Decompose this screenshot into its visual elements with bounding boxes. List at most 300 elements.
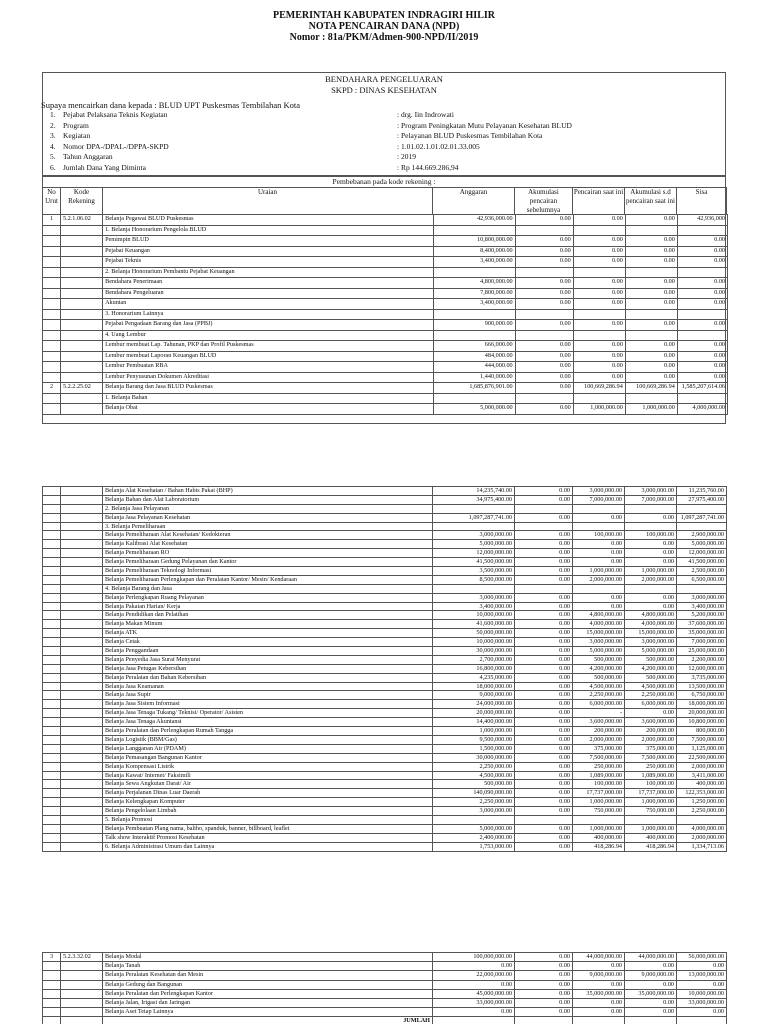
table-cell: 4,800,000.00	[433, 278, 515, 289]
table-cell: 14,400,000.00	[433, 718, 515, 727]
table-cell: 1,097,287,741.00	[433, 513, 515, 522]
info-value: : drg. Iin Indrowati	[397, 110, 454, 119]
table-cell: 41,500,000.00	[677, 558, 727, 567]
table-cell: 1,000,000.00	[625, 404, 677, 415]
table-cell: 3,400,000.00	[677, 602, 727, 611]
table-cell: 750,000.00	[573, 807, 625, 816]
table-cell: 2,000,000.00	[677, 833, 727, 842]
table-cell: 0.00	[515, 531, 573, 540]
table-cell	[43, 744, 61, 753]
table-cell: 500,000.00	[625, 655, 677, 664]
table-cell: 0.00	[625, 341, 677, 352]
table-cell	[43, 362, 61, 373]
table-cell: 2,900,000.00	[677, 531, 727, 540]
table-cell	[43, 962, 61, 971]
table-cell: 2,000,000.00	[677, 762, 727, 771]
table-cell	[43, 602, 61, 611]
table-cell: Belanja Perlengkapan Ruang Pelayanan	[103, 593, 433, 602]
info-label: Nomor DPA-/DPAL-/DPPA-SKPD	[63, 141, 169, 151]
table-cell: 11,235,760.00	[677, 487, 727, 496]
government-title: PEMERINTAH KABUPATEN INDRAGIRI HILIR	[273, 10, 495, 21]
table-cell: 4,500,000.00	[433, 771, 515, 780]
table-cell	[515, 393, 573, 404]
table-cell: 0.00	[625, 351, 677, 362]
table-cell: 1,000,000.00	[573, 824, 625, 833]
table-cell	[625, 393, 677, 404]
table-cell	[61, 1008, 103, 1017]
table-row	[43, 780, 727, 789]
table-cell: 17,737,000.00	[573, 789, 625, 798]
table-cell	[61, 278, 103, 289]
table-cell: 7,000,000.00	[677, 638, 727, 647]
table-cell: 100,669,286.94	[625, 383, 677, 394]
table-cell: 0.00	[573, 246, 625, 257]
table-cell: Belanja Barang dan Jasa BLUD Puskesmas	[103, 383, 433, 394]
table-row	[43, 225, 728, 236]
table-cell	[43, 504, 61, 513]
info-label: Kegiatan	[63, 131, 91, 140]
table-cell: 0.00	[515, 780, 573, 789]
table-cell: Belanja Jasa Tenaga Akuntansi	[103, 718, 433, 727]
table-cell: 6. Belanja Administrasi Umum dan Lainnya	[103, 842, 433, 851]
table-cell: 5,000,000.00	[625, 647, 677, 656]
table-cell: 1,440,000.00	[433, 372, 515, 383]
table-cell: 0.00	[515, 762, 573, 771]
table-cell	[677, 1017, 727, 1024]
table-row	[43, 383, 728, 394]
expense-table-section-3	[42, 952, 726, 1024]
table-row	[43, 393, 728, 404]
table-cell	[43, 629, 61, 638]
table-cell: 0.00	[515, 495, 573, 504]
table-row	[43, 647, 727, 656]
table-cell: 500,000.00	[573, 655, 625, 664]
table-cell: 34,975,400.00	[433, 495, 515, 504]
table-cell: 1,250,000.00	[677, 798, 727, 807]
table-cell: 56,000,000.00	[677, 953, 727, 962]
table-cell	[43, 620, 61, 629]
table-cell: 0.00	[515, 638, 573, 647]
table-cell	[61, 980, 103, 989]
table-cell: 0.00	[625, 980, 677, 989]
table-cell: 0.00	[625, 320, 677, 331]
table-cell: 1,500,000.00	[433, 744, 515, 753]
table-cell: 3. Honorarium Lainnya	[103, 309, 433, 320]
table-cell: 418,286.94	[573, 842, 625, 851]
table-row	[43, 980, 727, 989]
table-row	[43, 735, 727, 744]
table-cell: 0.00	[573, 341, 625, 352]
table-cell: 5,000,000.00	[433, 540, 515, 549]
table-cell	[433, 267, 515, 278]
table-row	[43, 540, 727, 549]
table-cell	[515, 1017, 573, 1024]
table-cell	[61, 351, 103, 362]
table-cell: 0.00	[515, 798, 573, 807]
table-cell	[625, 330, 677, 341]
table-cell: 0.00	[515, 709, 573, 718]
table-cell: 2,250,000.00	[625, 691, 677, 700]
table-cell: 100,000,000.00	[433, 953, 515, 962]
table-cell: 5,000,000.00	[433, 824, 515, 833]
total-row	[43, 1017, 727, 1024]
table-cell	[61, 320, 103, 331]
table-cell	[61, 236, 103, 247]
table-row	[43, 789, 727, 798]
info-label: Jumlah Dana Yang Diminta	[63, 162, 146, 172]
table-cell	[61, 504, 103, 513]
table-cell: 41,500,000.00	[433, 558, 515, 567]
table-cell: 1,000,000.00	[625, 567, 677, 576]
table-cell: Belanja Pemeliharaan Alat Kesehatan/ Kedokteran	[103, 531, 433, 540]
table-cell: 0.00	[677, 278, 727, 289]
table-cell	[677, 522, 727, 531]
table-row	[43, 718, 727, 727]
table-cell	[61, 495, 103, 504]
table-cell	[61, 700, 103, 709]
table-cell: 0.00	[677, 351, 727, 362]
table-cell	[61, 744, 103, 753]
table-cell: 50,000,000.00	[433, 629, 515, 638]
table-cell: 2,250,000.00	[573, 691, 625, 700]
table-row	[43, 372, 728, 383]
table-cell: 2,200,000.00	[677, 655, 727, 664]
table-cell: 6,000,000.00	[573, 700, 625, 709]
table-cell: 0.00	[625, 709, 677, 718]
table-cell: 3,500,000.00	[433, 567, 515, 576]
table-cell: 0.00	[515, 558, 573, 567]
table-cell: Belanja Kalibrasi Alat Kesehatan	[103, 540, 433, 549]
info-no: 6.	[50, 162, 56, 172]
table-row	[43, 700, 727, 709]
table-cell: 0.00	[573, 980, 625, 989]
table-cell	[625, 815, 677, 824]
table-cell	[573, 225, 625, 236]
table-cell: 4,235,000.00	[433, 673, 515, 682]
table-cell	[43, 593, 61, 602]
table-cell	[43, 989, 61, 998]
table-cell	[677, 504, 727, 513]
col-sisa: Sisa	[677, 187, 727, 214]
table-cell	[625, 1017, 677, 1024]
table-cell	[433, 225, 515, 236]
table-cell: 0.00	[433, 980, 515, 989]
table-row	[43, 611, 727, 620]
table-row	[43, 584, 727, 593]
table-cell	[43, 495, 61, 504]
table-cell: 18,000,000.00	[433, 682, 515, 691]
table-cell: 666,000.00	[433, 341, 515, 352]
table-cell	[433, 330, 515, 341]
table-cell	[573, 584, 625, 593]
table-cell: Lembur Penyusunan Dokumen Akreditasi	[103, 372, 433, 383]
table-cell: 4,000,000.00	[677, 404, 727, 415]
table-cell	[43, 718, 61, 727]
table-cell: Belanja Pemasangan Bangunan Kantor	[103, 753, 433, 762]
table-cell: 100,669,286.94	[573, 383, 625, 394]
table-cell	[43, 320, 61, 331]
table-cell	[61, 611, 103, 620]
table-cell	[61, 709, 103, 718]
table-cell: Belanja Pemeliharaan Gedung Pelayanan dan Kantor	[103, 558, 433, 567]
table-cell: 0.00	[433, 1008, 515, 1017]
table-cell	[61, 638, 103, 647]
table-row	[43, 309, 728, 320]
table-cell: 0.00	[625, 558, 677, 567]
table-cell: 500,000.00	[625, 673, 677, 682]
table-cell: 0.00	[515, 362, 573, 373]
table-cell: 0.00	[515, 383, 573, 394]
table-cell	[43, 351, 61, 362]
table-cell: Belanja Logistik (BBM/Gas)	[103, 735, 433, 744]
table-cell: 4. Uang Lembur	[103, 330, 433, 341]
table-row	[43, 257, 728, 268]
table-cell: 0.00	[677, 980, 727, 989]
table-cell: 0.00	[573, 362, 625, 373]
table-cell	[61, 798, 103, 807]
table-cell	[625, 522, 677, 531]
table-cell: 0.00	[515, 673, 573, 682]
table-cell: 2. Belanja Jasa Pelayanan	[103, 504, 433, 513]
table-cell: 5. Belanja Promosi	[103, 815, 433, 824]
info-label: Program	[63, 120, 89, 130]
table-cell: 0.00	[515, 404, 573, 415]
table-row	[43, 362, 728, 373]
table-cell: 3,000,000.00	[433, 531, 515, 540]
table-cell: 10,000,000.00	[433, 611, 515, 620]
table-cell	[43, 980, 61, 989]
table-row	[43, 246, 728, 257]
table-cell: Belanja Jasa Sistem Informasi	[103, 700, 433, 709]
table-cell: 0.00	[515, 718, 573, 727]
table-cell	[43, 257, 61, 268]
table-cell: 5.2.2.25.02	[61, 383, 103, 394]
table-cell	[43, 735, 61, 744]
table-cell: 14,235,740.00	[433, 487, 515, 496]
table-cell	[61, 682, 103, 691]
table-cell: Belanja Jasa Tenaga Tukang/ Teknisi/ Operator/ Asisten	[103, 709, 433, 718]
table-cell	[61, 372, 103, 383]
table-cell: 35,000,000.00	[677, 629, 727, 638]
table-cell: 1,685,876,901.00	[433, 383, 515, 394]
table-cell	[43, 558, 61, 567]
table-cell: 0.00	[515, 257, 573, 268]
table-cell: 5.2.3.32.02	[61, 953, 103, 962]
table-cell: 3,000,000.00	[433, 593, 515, 602]
table-cell: 0.00	[677, 257, 727, 268]
table-cell: 12,000,000.00	[677, 549, 727, 558]
table-cell	[43, 664, 61, 673]
info-row	[43, 152, 725, 163]
table-cell: 0.00	[573, 372, 625, 383]
document-number: Nomor : 81a/PKM/Admen-900-NPD/II/2019	[289, 32, 479, 43]
table-cell: 3,400,000.00	[433, 257, 515, 268]
table-cell: Belanja Kelengkapan Komputer	[103, 798, 433, 807]
table-row	[43, 404, 728, 415]
table-cell: 1. Belanja Honorarium Pengelola BLUD	[103, 225, 433, 236]
table-cell: Pejabat Keuangan	[103, 246, 433, 257]
table-cell: Belanja Pemeliharaan RO	[103, 549, 433, 558]
table-cell: 2,400,000.00	[433, 833, 515, 842]
table-cell	[61, 735, 103, 744]
table-cell	[515, 330, 573, 341]
table-cell	[43, 824, 61, 833]
table-cell: 3,000,000.00	[677, 593, 727, 602]
expense-table-section-2	[42, 486, 726, 864]
table-row	[43, 989, 727, 998]
table-cell: 2. Belanja Honorarium Pembantu Pejabat Keuangan	[103, 267, 433, 278]
table-row	[43, 771, 727, 780]
table-cell: Belanja Pembuatan Plang nama, baliho, spanduk, banner, billboard, leaflet	[103, 824, 433, 833]
table-row	[43, 664, 727, 673]
table-row	[43, 815, 727, 824]
table-row	[43, 593, 727, 602]
table-cell	[43, 833, 61, 842]
table-cell: 2,250,000.00	[433, 798, 515, 807]
table-cell	[677, 330, 727, 341]
table-cell: 0.00	[573, 558, 625, 567]
table-cell: 8,400,000.00	[433, 246, 515, 257]
table-row	[43, 267, 728, 278]
table-row	[43, 504, 727, 513]
table-cell: Belanja Obat	[103, 404, 433, 415]
table-row	[43, 495, 727, 504]
table-cell: 0.00	[625, 246, 677, 257]
table-cell: 0.00	[625, 299, 677, 310]
table-cell: 0.00	[573, 602, 625, 611]
info-rows	[43, 110, 725, 173]
table-cell	[61, 558, 103, 567]
table-cell: 13,000,000.00	[677, 971, 727, 980]
table-cell: 3,735,000.00	[677, 673, 727, 682]
table-cell	[61, 789, 103, 798]
table-cell	[433, 815, 515, 824]
table-cell: 0.00	[515, 288, 573, 299]
table-cell	[43, 341, 61, 352]
col-akumulasi-sd: Akumulasi s.d pencairan saat ini	[625, 187, 677, 214]
table-cell: Bendahara Penerimaan	[103, 278, 433, 289]
table-cell	[43, 487, 61, 496]
table-cell: 0.00	[515, 824, 573, 833]
table-cell	[625, 504, 677, 513]
table-cell	[61, 771, 103, 780]
table-cell: 3,000,000.00	[433, 807, 515, 816]
table-cell: 7,500,000.00	[625, 753, 677, 762]
table-cell: 0.00	[625, 288, 677, 299]
table-cell	[43, 709, 61, 718]
table-cell	[61, 225, 103, 236]
table-cell	[61, 753, 103, 762]
table-cell	[43, 998, 61, 1007]
table-cell	[61, 257, 103, 268]
table-cell	[61, 989, 103, 998]
table-cell: 0.00	[515, 611, 573, 620]
table-cell	[43, 567, 61, 576]
table-cell: 0.00	[625, 513, 677, 522]
table-cell: 4,000,000.00	[625, 620, 677, 629]
payee-line: Supaya mencairkan dana kepada : BLUD UPT Puskesmas Tembilahan Kota	[41, 100, 300, 110]
table-row	[43, 558, 727, 567]
table-cell	[43, 842, 61, 851]
table-cell	[61, 567, 103, 576]
info-row	[43, 131, 725, 142]
table-cell	[433, 393, 515, 404]
table-cell	[43, 780, 61, 789]
table-row	[43, 330, 728, 341]
table-cell: Lembur Pembuatan RBA	[103, 362, 433, 373]
table-cell	[43, 655, 61, 664]
info-box	[42, 72, 726, 176]
expense-table-2	[42, 486, 727, 852]
table-cell	[61, 602, 103, 611]
table-cell: 800,000.00	[677, 727, 727, 736]
table-cell: 1	[43, 215, 61, 226]
table-cell: 0.00	[625, 362, 677, 373]
table-cell: Belanja Pengelolaan Limbah	[103, 807, 433, 816]
table-cell	[61, 362, 103, 373]
table-cell: Belanja Jasa Supir	[103, 691, 433, 700]
info-value: : 2019	[397, 152, 416, 161]
table-cell: 2,000,000.00	[625, 735, 677, 744]
table-cell: 0.00	[677, 1008, 727, 1017]
table-cell: Belanja Jalan, Irigasi dan Jaringan	[103, 998, 433, 1007]
table-row	[43, 807, 727, 816]
table-row	[43, 1008, 727, 1017]
table-cell: 418,286.94	[625, 842, 677, 851]
table-cell	[43, 225, 61, 236]
table-cell: 3. Belanja Pemeliharaan	[103, 522, 433, 531]
table-cell: 0.00	[625, 962, 677, 971]
table-cell: Belanja Perjalanan Dinas Luar Daerah	[103, 789, 433, 798]
table-cell: 2,000,000.00	[625, 575, 677, 584]
col-anggaran: Anggaran	[433, 187, 515, 214]
table-cell: Belanja Pendidikan dan Pelatihan	[103, 611, 433, 620]
table-cell	[573, 393, 625, 404]
table-cell: 3,411,000.00	[677, 771, 727, 780]
table-cell: 375,000.00	[625, 744, 677, 753]
table-cell: 0.00	[515, 735, 573, 744]
table-cell: 250,000.00	[573, 762, 625, 771]
table-cell: 484,000.00	[433, 351, 515, 362]
table-row	[43, 299, 728, 310]
table-cell	[677, 393, 727, 404]
table-cell: 2,250,000.00	[433, 762, 515, 771]
table-cell: 9,000,000.00	[433, 691, 515, 700]
table-cell	[61, 288, 103, 299]
table-cell: 0.00	[573, 215, 625, 226]
table-cell: 35,000,000.00	[573, 989, 625, 998]
expense-table-3	[42, 952, 727, 1024]
table-row	[43, 762, 727, 771]
table-cell: 375,000.00	[573, 744, 625, 753]
info-no: 4.	[50, 141, 56, 151]
table-cell: 0.00	[573, 257, 625, 268]
table-cell	[43, 236, 61, 247]
table-cell: 4,000,000.00	[677, 824, 727, 833]
table-cell: 0.00	[515, 372, 573, 383]
table-cell	[61, 341, 103, 352]
table-cell: 0.00	[573, 351, 625, 362]
info-no: 2.	[50, 120, 56, 130]
table-cell: 15,000,000.00	[573, 629, 625, 638]
table-cell: 33,000,000.00	[677, 998, 727, 1007]
table-cell: 3,600,000.00	[625, 718, 677, 727]
table-cell: 0.00	[515, 971, 573, 980]
table-cell: 0.00	[515, 647, 573, 656]
table-cell: 0.00	[515, 236, 573, 247]
table-cell: 0.00	[625, 372, 677, 383]
table-cell: 0.00	[515, 682, 573, 691]
